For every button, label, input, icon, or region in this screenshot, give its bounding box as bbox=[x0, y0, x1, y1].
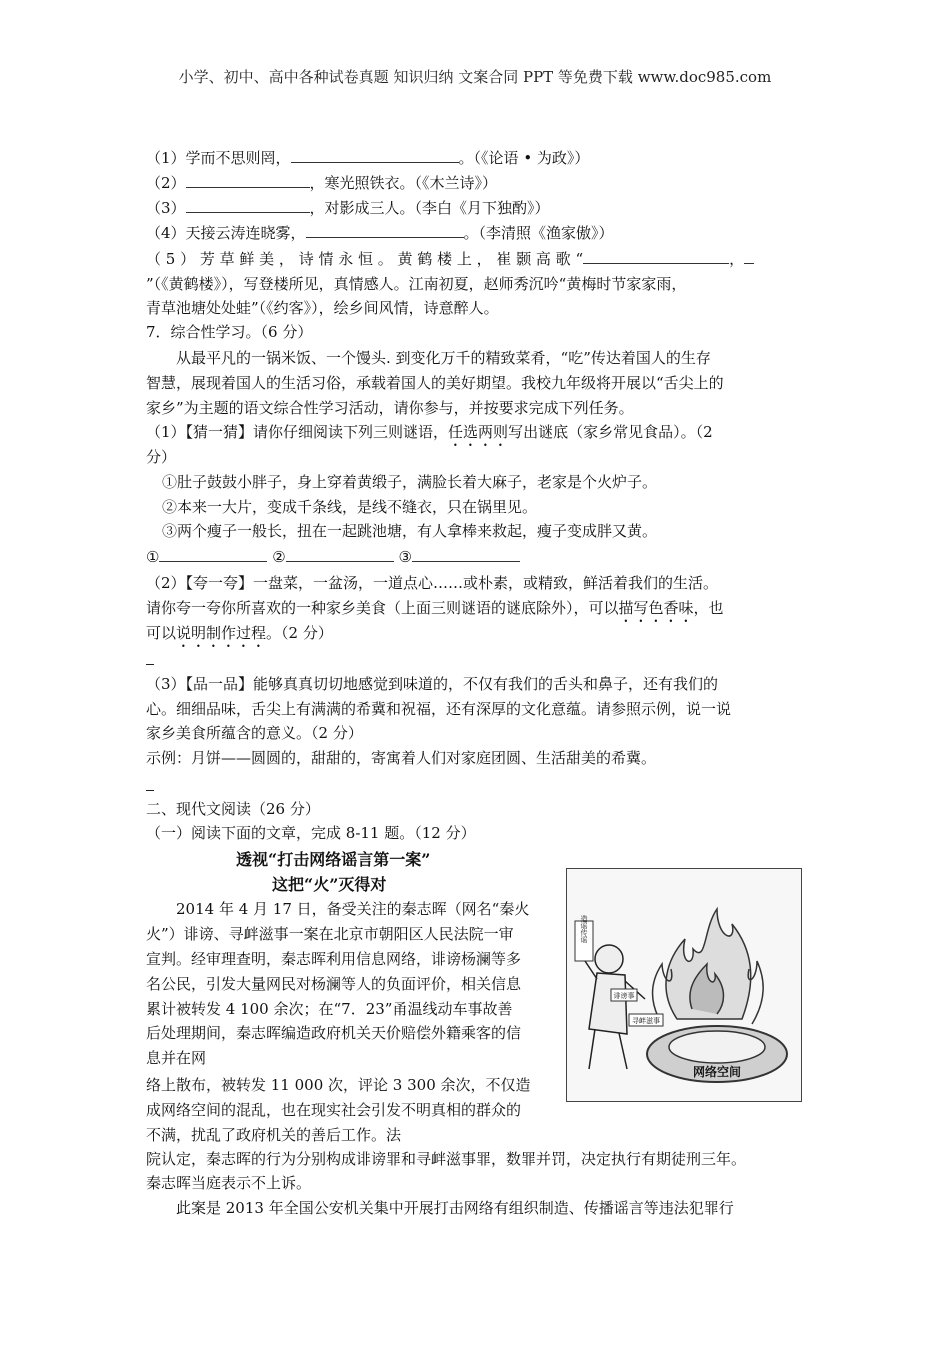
q7-part2: （2）【夸一夸】一盘菜，一盆汤，一道点心……或朴素，或精致，鲜活着我们的生活。 bbox=[146, 574, 719, 592]
answer-blank[interactable] bbox=[286, 547, 394, 562]
answer-blank[interactable] bbox=[744, 249, 754, 264]
answer-blank[interactable] bbox=[291, 148, 459, 163]
answer-blank[interactable] bbox=[159, 547, 267, 562]
article-para: 院认定，秦志晖的行为分别构成诽谤罪和寻衅滋事罪，数罪并罚，决定执行有期徒刑三年。 bbox=[146, 1150, 747, 1168]
q7-part2: 请你夸一夸你所喜欢的一种家乡美食（上面三则谜语的谜底除外），可以描写色香味，也 bbox=[146, 599, 724, 617]
page-header: 小学、初中、高中各种试卷真题 知识归纳 文案合同 PPT 等免费下载 www.doc985.com bbox=[178, 68, 772, 86]
article-title: 透视“打击网络谣言第一案” bbox=[236, 850, 431, 869]
q7-part1: （1）【猜一猜】请你仔细阅读下列三则谜语，任选两则写出谜底（家乡常见食品）。（2 bbox=[146, 423, 713, 441]
article-para: 络上散布，被转发 11 000 次，评论 3 300 余次，不仅造 bbox=[146, 1076, 531, 1094]
answer-blank[interactable] bbox=[186, 173, 310, 188]
q7-part1: 分） bbox=[146, 448, 177, 466]
q7-example: 示例：月饼——圆圆的，甜甜的，寄寓着人们对家庭团圆、生活甜美的希冀。 bbox=[146, 749, 657, 767]
cartoon-illustration bbox=[566, 868, 802, 1102]
poem-line-3: （3） ，对影成三人。（李白《月下独酌》） bbox=[146, 199, 550, 217]
article-subtitle: 这把“火”灭得对 bbox=[272, 875, 387, 894]
section-2-sub: （一）阅读下面的文章，完成 8-11 题。（12 分） bbox=[146, 824, 476, 842]
poem-line-2: （2） ，寒光照铁衣。（《木兰诗》） bbox=[146, 174, 498, 192]
article-para: 名公民，引发大量网民对杨澜等人的负面评价，相关信息 bbox=[146, 975, 522, 993]
article-para: 此案是 2013 年全国公安机关集中开展打击网络有组织制造、传播谣言等违法犯罪行 bbox=[176, 1199, 734, 1217]
fire-cartoon-svg bbox=[567, 869, 801, 1101]
answer-blank[interactable] bbox=[583, 249, 729, 264]
q7-part3: （3）【品一品】能够真真切切地感觉到味道的，不仅有我们的舌头和鼻子，还有我们的 bbox=[146, 675, 719, 693]
article-para: 息并在网 bbox=[146, 1049, 207, 1067]
poem-line-5a: （ 5 ） 芳 草 鲜 美 ， 诗 情 永 恒 。 黄 鹤 楼 上 ， 崔 颢 高 歌 “ ， bbox=[146, 247, 754, 271]
label-defame: 诽谤事 bbox=[613, 992, 635, 1000]
question-7-title: 7．综合性学习。（6 分） bbox=[146, 323, 313, 341]
label-rumor: 造谣传谣 bbox=[580, 915, 588, 943]
label-provoke: 寻衅滋事 bbox=[632, 1017, 660, 1025]
riddle-3: ③两个瘦子一般长，扭在一起跳池塘，有人拿棒来救起，瘦子变成胖又黄。 bbox=[162, 522, 658, 540]
q7-intro: 从最平凡的一锅米饭、一个馒头. 到变化万千的精致菜肴，“吃”传达着国人的生存 bbox=[176, 349, 711, 367]
answer-blank[interactable] bbox=[306, 223, 464, 238]
answer-blank[interactable] bbox=[186, 198, 310, 213]
riddle-answers: ① ② ③ bbox=[146, 545, 520, 569]
q7-intro: 家乡”为主题的语文综合性学习活动，请你参与，并按要求完成下列任务。 bbox=[146, 399, 634, 417]
article-para: 成网络空间的混乱，也在现实社会引发不明真相的群众的 bbox=[146, 1101, 522, 1119]
answer-line[interactable] bbox=[146, 664, 154, 665]
riddle-2: ②本来一大片，变成千条线，是线不缝衣，只在锅里见。 bbox=[162, 498, 538, 516]
section-2-title: 二、现代文阅读（26 分） bbox=[146, 800, 320, 818]
ring-label: 网络空间 bbox=[692, 1065, 742, 1079]
fire-icon bbox=[653, 909, 764, 1024]
article-para: 火”）诽谤、寻衅滋事一案在北京市朝阳区人民法院一审 bbox=[146, 925, 514, 943]
poem-line-4: （4）天接云涛连晓雾， 。（李清照《渔家傲》） bbox=[146, 224, 614, 242]
article-para: 累计被转发 4 100 余次；在“7．23”甬温线动车事故善 bbox=[146, 1000, 513, 1018]
q7-part3: 心。细细品味，舌尖上有满满的希冀和祝福，还有深厚的文化意蕴。请参照示例，说一说 bbox=[146, 700, 732, 718]
article-para: 秦志晖当庭表示不上诉。 bbox=[146, 1174, 312, 1192]
poem-line-5b: ”（《黄鹤楼》），写登楼所见，真情感人。江南初夏，赵师秀沉吟“黄梅时节家家雨， bbox=[146, 275, 687, 293]
riddle-1: ①肚子鼓鼓小胖子，身上穿着黄缎子，满脸长着大麻子，老家是个火炉子。 bbox=[162, 473, 658, 491]
q7-intro: 智慧，展现着国人的生活习俗，承载着国人的美好期望。我校九年级将开展以“舌尖上的 bbox=[146, 374, 724, 392]
article-para: 宣判。经审理查明，秦志晖利用信息网络，诽谤杨澜等多 bbox=[146, 950, 522, 968]
poem-line-5c: 青草池塘处处蛙”（《约客》），绘乡间风情，诗意醉人。 bbox=[146, 299, 499, 317]
answer-blank[interactable] bbox=[412, 547, 520, 562]
article-para: 2014 年 4 月 17 日，备受关注的秦志晖（网名“秦火 bbox=[176, 900, 530, 918]
article-para: 后处理期间，秦志晖编造政府机关天价赔偿外籍乘客的信 bbox=[146, 1024, 522, 1042]
poem-line-1: （1）学而不思则罔， 。（《论语 • 为政》） bbox=[146, 149, 590, 167]
q7-part3: 家乡美食所蕴含的意义。（2 分） bbox=[146, 724, 363, 742]
q7-part2: 可以说明制作过程。（2 分） bbox=[146, 624, 333, 642]
answer-line[interactable] bbox=[146, 790, 154, 791]
person-icon bbox=[577, 945, 645, 1069]
article-para: 不满，扰乱了政府机关的善后工作。法 bbox=[146, 1126, 402, 1144]
